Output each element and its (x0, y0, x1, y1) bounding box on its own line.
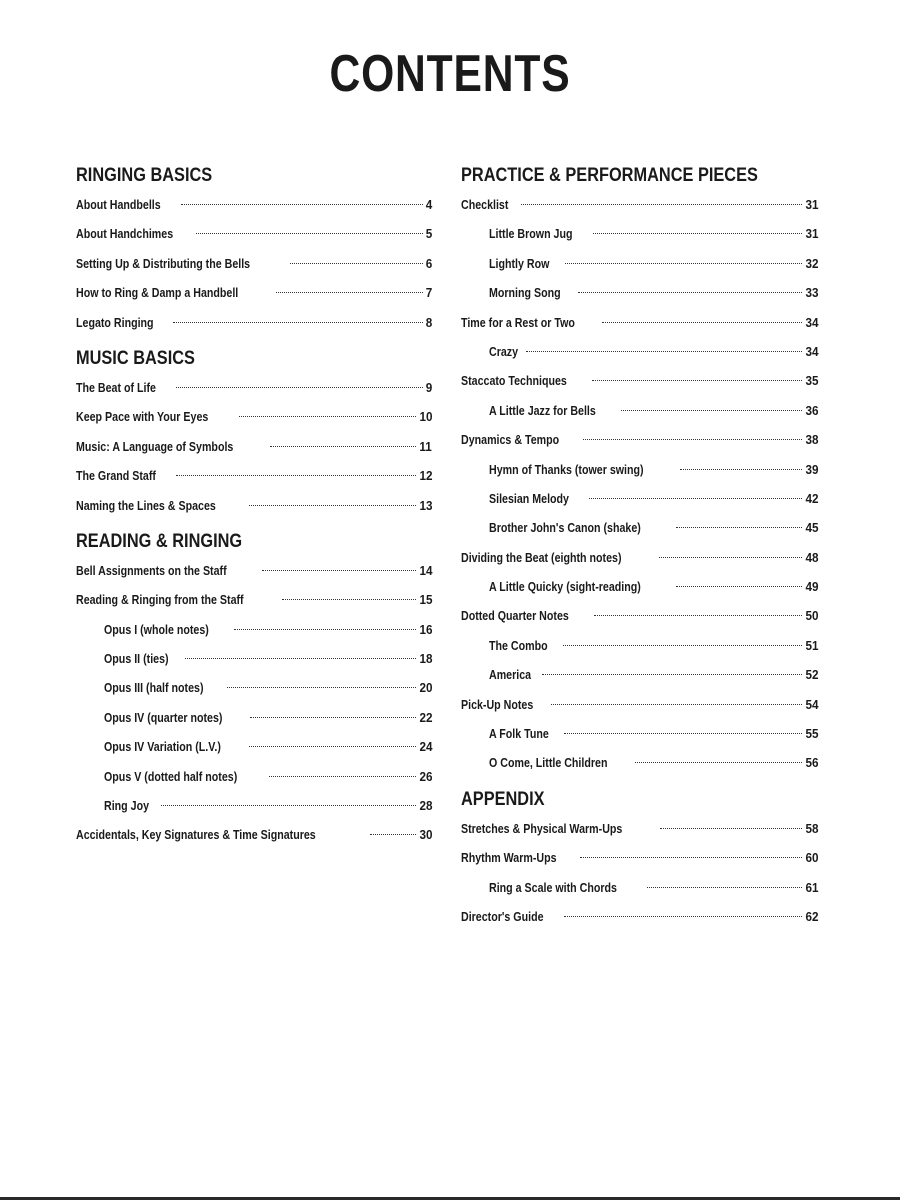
toc-entry[interactable] (461, 601, 818, 630)
toc-entry-page-number: 10 (418, 409, 432, 425)
toc-entry[interactable] (461, 748, 818, 777)
toc-entry[interactable] (461, 543, 818, 572)
toc-entry[interactable] (76, 491, 432, 520)
toc-entry-page-number: 31 (804, 197, 818, 212)
toc-entry[interactable] (76, 219, 432, 248)
dot-leader (580, 857, 802, 858)
toc-entry-title: Opus III (half notes) (104, 680, 204, 696)
toc-entry-title: Opus I (whole notes) (104, 621, 209, 637)
toc-entry[interactable] (461, 572, 818, 601)
toc-entry-title: Rhythm Warm-Ups (461, 850, 557, 866)
toc-entry[interactable] (461, 219, 818, 248)
toc-section-reading-ringing (76, 528, 432, 850)
toc-entry-page-number: 34 (804, 314, 818, 330)
toc-entry[interactable] (461, 337, 818, 366)
dot-leader (592, 380, 801, 381)
toc-entry-title: Accidentals, Key Signatures & Time Signatures (76, 827, 316, 843)
toc-entry-page-number: 4 (425, 197, 432, 212)
toc-entry[interactable] (76, 673, 432, 702)
dot-leader (564, 916, 802, 917)
toc-entry[interactable] (461, 513, 818, 542)
toc-entry-page-number: 28 (418, 798, 432, 814)
toc-entry[interactable] (76, 762, 432, 791)
toc-entry-page-number: 38 (804, 432, 818, 448)
toc-entry-page-number: 39 (804, 461, 818, 477)
toc-entry-page-number: 30 (418, 827, 432, 843)
dot-leader (227, 687, 415, 688)
dot-leader (270, 446, 416, 447)
dot-leader (370, 834, 415, 835)
toc-entry-title: Opus IV (quarter notes) (104, 709, 223, 725)
toc-entry-title: Setting Up & Distributing the Bells (76, 255, 251, 271)
dot-leader (676, 527, 801, 528)
dot-leader (250, 717, 415, 718)
dot-leader (563, 645, 802, 646)
toc-entry-title: Hymn of Thanks (tower swing) (489, 461, 644, 477)
dot-leader (249, 746, 416, 747)
toc-entry-title: Stretches & Physical Warm-Ups (461, 820, 623, 836)
toc-entry[interactable] (461, 425, 818, 454)
toc-entry[interactable] (461, 278, 818, 307)
toc-section-music-basics (76, 345, 432, 520)
toc-entry[interactable] (76, 402, 432, 431)
section-heading: MUSIC BASICS (76, 347, 195, 369)
section-heading: APPENDIX (461, 788, 545, 810)
toc-entry-page-number: 12 (418, 468, 432, 484)
toc-entry-title: Opus IV Variation (L.V.) (104, 739, 221, 755)
dot-leader (551, 704, 801, 705)
toc-entry[interactable] (461, 455, 818, 484)
toc-entry-page-number: 14 (418, 562, 432, 578)
toc-section-practice-performance-pieces (461, 162, 818, 778)
toc-entry-title: Legato Ringing (76, 314, 154, 330)
toc-entry-page-number: 35 (804, 373, 818, 389)
section-heading: READING & RINGING (76, 530, 243, 552)
toc-entry-title: Morning Song (489, 285, 561, 301)
dot-leader (185, 658, 416, 659)
toc-entry-title: Time for a Rest or Two (461, 314, 575, 330)
toc-entry[interactable] (461, 484, 818, 513)
toc-entry-page-number: 36 (804, 402, 818, 418)
toc-entry-title: Dynamics & Tempo (461, 432, 560, 448)
toc-entry[interactable] (461, 902, 818, 931)
dot-leader (583, 439, 802, 440)
toc-entry[interactable] (461, 308, 818, 337)
toc-entry-title: The Beat of Life (76, 379, 156, 395)
dot-leader (578, 292, 801, 293)
dot-leader (181, 204, 422, 205)
dot-leader (542, 674, 801, 675)
toc-section-ringing-basics (76, 162, 432, 337)
toc-entry-title: The Combo (489, 637, 548, 653)
toc-section-appendix (461, 786, 818, 932)
toc-entry-page-number: 24 (418, 739, 432, 755)
toc-entry-title: Dotted Quarter Notes (461, 608, 569, 624)
dot-leader (660, 828, 802, 829)
toc-entry[interactable] (76, 432, 432, 461)
toc-entry-page-number: 6 (425, 255, 432, 271)
dot-leader (173, 322, 423, 323)
dot-leader (161, 805, 416, 806)
toc-entry[interactable] (461, 631, 818, 660)
toc-entry-title: Opus II (ties) (104, 651, 169, 667)
section-heading: RINGING BASICS (76, 165, 213, 186)
dot-leader (594, 615, 801, 616)
toc-entry[interactable] (76, 820, 432, 849)
dot-leader (526, 351, 801, 352)
toc-entry-page-number: 9 (425, 379, 432, 395)
toc-entry-page-number: 56 (804, 755, 818, 771)
toc-entry-page-number: 45 (804, 520, 818, 536)
toc-entry-page-number: 18 (418, 651, 432, 667)
toc-entry-page-number: 13 (418, 497, 432, 513)
toc-entry-page-number: 32 (804, 255, 818, 271)
toc-entry[interactable] (461, 814, 818, 843)
toc-entry-page-number: 22 (418, 709, 432, 725)
dot-leader (196, 233, 422, 234)
toc-entry-page-number: 48 (804, 549, 818, 565)
toc-entry-title: Little Brown Jug (489, 226, 573, 242)
toc-entry-title: Crazy (489, 343, 519, 359)
dot-leader (282, 599, 415, 600)
toc-entry[interactable] (76, 556, 432, 585)
toc-entry[interactable] (76, 585, 432, 614)
toc-entry-page-number: 20 (418, 680, 432, 696)
toc-entry-title: Ring Joy (104, 798, 150, 814)
dot-leader (249, 505, 416, 506)
dot-leader (176, 475, 416, 476)
toc-entry[interactable] (461, 366, 818, 395)
toc-entry-title: Keep Pace with Your Eyes (76, 409, 209, 425)
toc-entry-title: O Come, Little Children (489, 755, 608, 771)
dot-leader (239, 416, 415, 417)
toc-entry[interactable] (461, 396, 818, 425)
toc-entry-page-number: 58 (804, 820, 818, 836)
toc-entry[interactable] (76, 249, 432, 278)
toc-entry-title: America (489, 667, 532, 683)
page-title: CONTENTS (329, 45, 571, 103)
toc-entry-title: Silesian Melody (489, 490, 569, 506)
toc-entry-page-number: 55 (804, 726, 818, 742)
dot-leader (176, 387, 423, 388)
toc-right-column (461, 160, 818, 939)
toc-entry[interactable] (76, 308, 432, 337)
toc-entry-title: Director's Guide (461, 908, 544, 924)
toc-entry-title: Pick-Up Notes (461, 696, 534, 712)
dot-leader (593, 233, 802, 234)
toc-entry-title: Bell Assignments on the Staff (76, 562, 227, 578)
dot-leader (234, 629, 416, 630)
toc-entry-page-number: 8 (425, 314, 432, 330)
dot-leader (565, 263, 802, 264)
toc-entry-title: Naming the Lines & Spaces (76, 497, 216, 513)
toc-entry-title: Ring a Scale with Chords (489, 879, 617, 895)
dot-leader (269, 776, 416, 777)
toc-entry-title: Reading & Ringing from the Staff (76, 592, 244, 608)
toc-entry-page-number: 60 (804, 850, 818, 866)
toc-entry-title: Dividing the Beat (eighth notes) (461, 549, 622, 565)
toc-entry-title: A Little Quicky (sight-reading) (489, 579, 641, 595)
toc-entry-page-number: 54 (804, 696, 818, 712)
toc-entry[interactable] (76, 278, 432, 307)
toc-entry[interactable] (76, 615, 432, 644)
toc-entry-page-number: 33 (804, 285, 818, 301)
toc-entry-page-number: 26 (418, 768, 432, 784)
toc-entry[interactable] (76, 703, 432, 732)
toc-entry[interactable] (76, 732, 432, 761)
toc-entry[interactable] (461, 873, 818, 902)
toc-entry[interactable] (76, 791, 432, 820)
toc-entry-page-number: 62 (804, 908, 818, 924)
dot-leader (521, 204, 802, 205)
toc-entry-title: Lightly Row (489, 255, 550, 271)
toc-entry-title: Music: A Language of Symbols (76, 438, 234, 454)
toc-entry-title: Checklist (461, 197, 509, 212)
dot-leader (290, 263, 422, 264)
dot-leader (659, 557, 802, 558)
toc-entry-title: How to Ring & Damp a Handbell (76, 285, 239, 301)
toc-entry-page-number: 61 (804, 879, 818, 895)
toc-left-column (76, 160, 432, 858)
dot-leader (602, 322, 802, 323)
dot-leader (676, 586, 801, 587)
dot-leader (262, 570, 416, 571)
toc-entry-page-number: 52 (804, 667, 818, 683)
toc-entry[interactable] (76, 644, 432, 673)
toc-entry-page-number: 42 (804, 490, 818, 506)
toc-entry-page-number: 11 (419, 438, 432, 454)
toc-entry-page-number: 16 (418, 621, 432, 637)
toc-entry[interactable] (76, 190, 432, 219)
toc-entry[interactable] (76, 461, 432, 490)
dot-leader (276, 292, 423, 293)
dot-leader (647, 887, 802, 888)
toc-entry-page-number: 51 (804, 637, 818, 653)
toc-entry-title: Brother John's Canon (shake) (489, 520, 641, 536)
toc-entry-title: Staccato Techniques (461, 373, 567, 389)
dot-leader (589, 498, 802, 499)
dot-leader (564, 733, 802, 734)
toc-entry-title: A Folk Tune (489, 726, 549, 742)
toc-entry[interactable] (461, 690, 818, 719)
dot-leader (621, 410, 801, 411)
toc-entry[interactable] (461, 660, 818, 689)
toc-entry-title: The Grand Staff (76, 468, 156, 484)
toc-entry-page-number: 7 (425, 285, 432, 301)
toc-entry-title: Opus V (dotted half notes) (104, 768, 238, 784)
toc-entry[interactable] (76, 373, 432, 402)
toc-entry[interactable] (461, 843, 818, 872)
toc-entry-title: About Handbells (76, 197, 161, 212)
toc-entry-title: About Handchimes (76, 226, 174, 242)
section-heading: PRACTICE & PERFORMANCE PIECES (461, 165, 758, 186)
toc-entry-title: A Little Jazz for Bells (489, 402, 596, 418)
toc-entry[interactable] (461, 190, 818, 219)
toc-entry-page-number: 5 (425, 226, 432, 242)
toc-entry[interactable] (461, 249, 818, 278)
toc-entry-page-number: 15 (418, 592, 432, 608)
toc-entry[interactable] (461, 719, 818, 748)
toc-entry-page-number: 50 (804, 608, 818, 624)
toc-entry-page-number: 49 (804, 579, 818, 595)
toc-entry-page-number: 34 (804, 343, 818, 359)
dot-leader (680, 469, 802, 470)
toc-entry-page-number: 31 (804, 226, 818, 242)
dot-leader (635, 762, 801, 763)
